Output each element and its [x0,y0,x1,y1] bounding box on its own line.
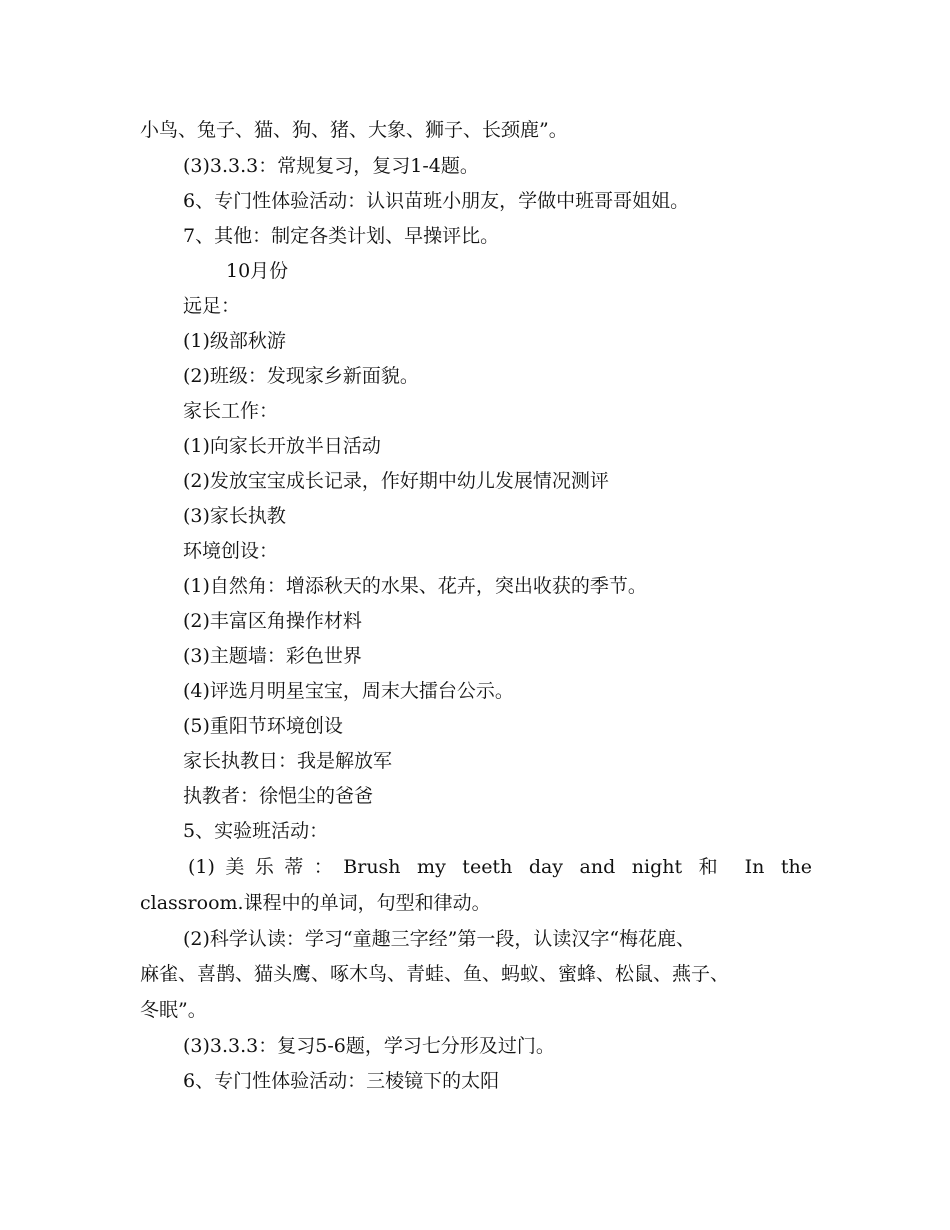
text-line: 6、专门性体验活动：三棱镜下的太阳 [183,1070,500,1092]
text-line: 麻雀、喜鹊、猫头鹰、啄木鸟、青蛙、鱼、蚂蚁、蜜蜂、松鼠、燕子、 [140,963,730,985]
text-line: (2)科学认读：学习“童趣三字经”第一段，认读汉字“梅花鹿、 [183,928,696,950]
text-line: 6、专门性体验活动：认识苗班小朋友，学做中班哥哥姐姐。 [183,190,690,212]
text-line: (1)美乐蒂：Brush my teeth day and night 和 In the [188,856,812,878]
text-line: 7、其他：制定各类计划、早操评比。 [183,225,500,247]
text-line: (2)丰富区角操作材料 [183,610,362,632]
text-line: 家长执教日：我是解放军 [183,750,393,772]
text-line: (1)级部秋游 [183,330,286,352]
text-line: 执教者：徐悒尘的爸爸 [183,785,374,807]
text-line: 家长工作： [183,400,279,422]
text-line: (3)3.3.3：常规复习，复习1-4题。 [183,155,479,177]
text-line: 冬眠”。 [140,999,207,1021]
text-line: 环境创设： [183,540,279,562]
text-line: (3)3.3.3：复习5-6题，学习七分形及过门。 [183,1035,555,1057]
section-heading: 10月份 [226,260,289,282]
text-line: (1)向家长开放半日活动 [183,435,381,457]
text-line: (5)重阳节环境创设 [183,715,343,737]
text-line: 5、实验班活动： [183,820,329,842]
text-line: (2)发放宝宝成长记录，作好期中幼儿发展情况测评 [183,470,609,492]
text-line: (1)自然角：增添秋天的水果、花卉，突出收获的季节。 [183,575,647,597]
text-line: (3)家长执教 [183,505,286,527]
text-line: (2)班级：发现家乡新面貌。 [183,365,419,387]
text-line: 小鸟、兔子、猫、狗、猪、大象、狮子、长颈鹿”。 [140,119,568,141]
text-line: classroom.课程中的单词，句型和律动。 [140,892,491,914]
text-line: (4)评选月明星宝宝，周末大擂台公示。 [183,680,514,702]
text-line: 远足： [183,295,241,317]
text-line: (3)主题墙：彩色世界 [183,645,362,667]
